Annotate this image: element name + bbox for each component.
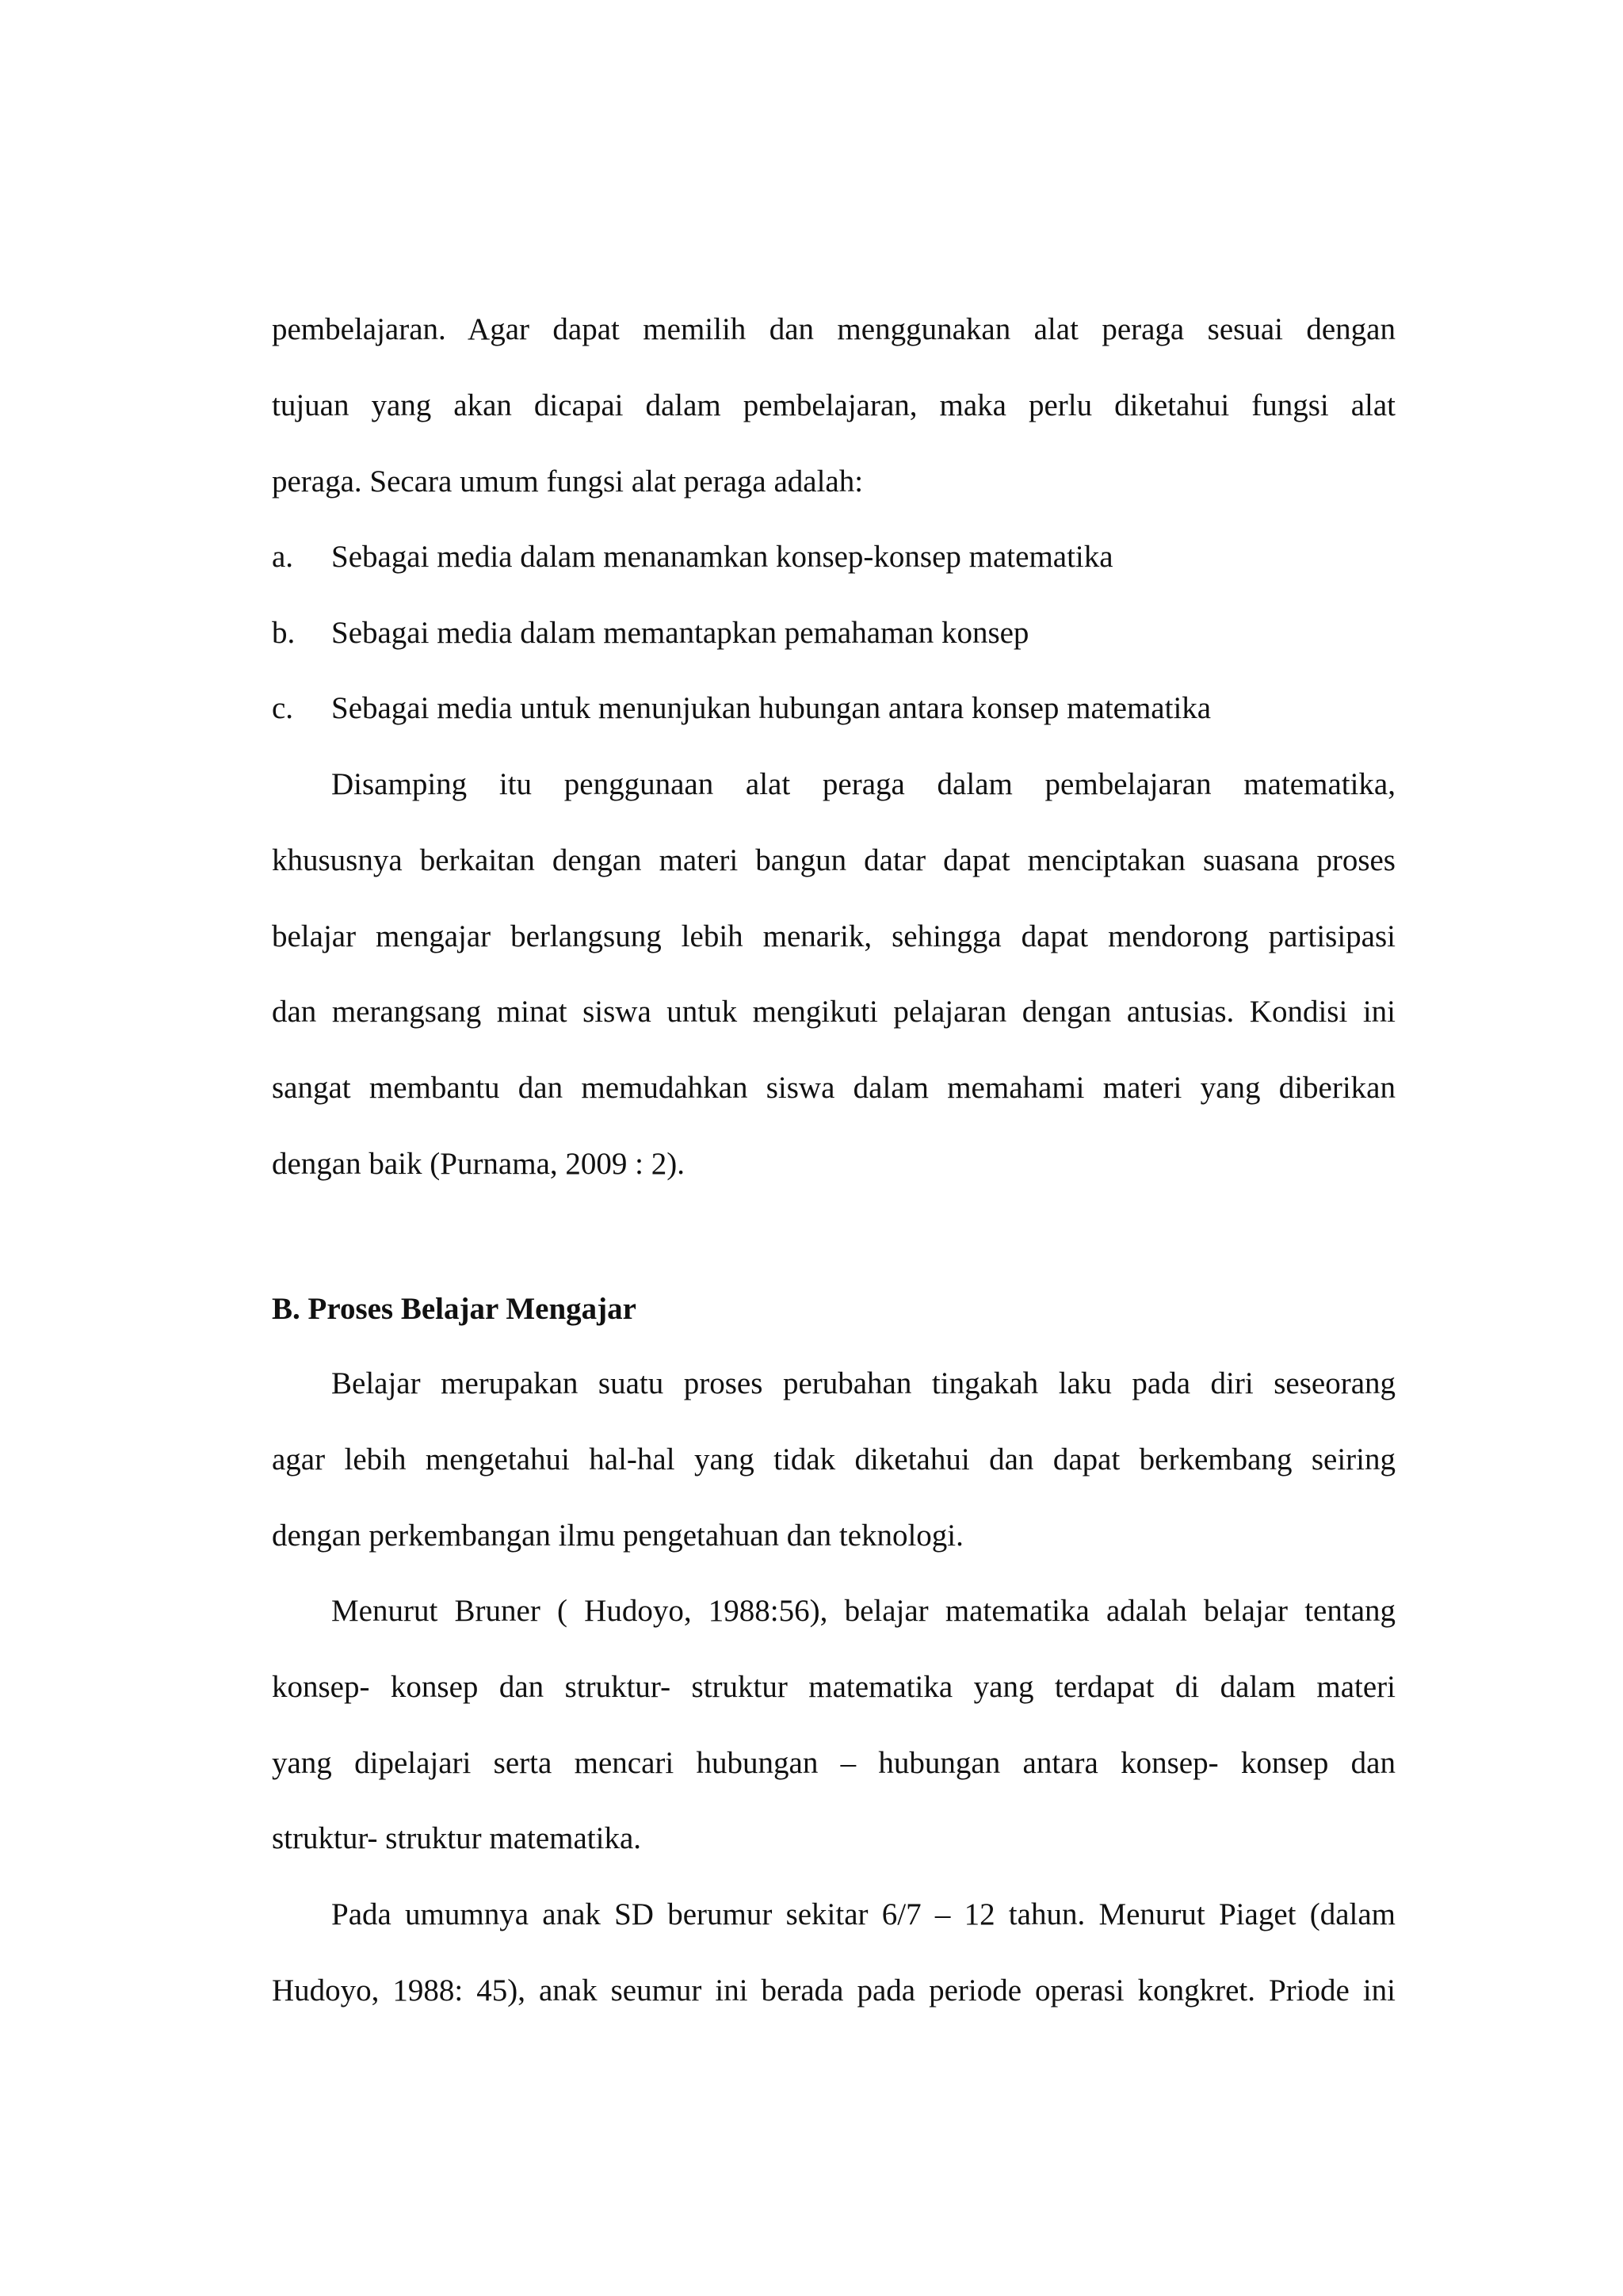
list-item-c-text: Sebagai media untuk menunjukan hubungan antara konsep matematika bbox=[331, 691, 1212, 725]
paragraph-5-line-1: Pada umumnya anak SD berumur sekitar 6/7 – 12 tahun. Menurut Piaget (dalam bbox=[331, 1897, 1396, 1931]
paragraph-4-line-2: konsep- konsep dan struktur- struktur matematika yang terdapat di dalam materi bbox=[272, 1670, 1396, 1704]
paragraph-1-line-1: pembelajaran. Agar dapat memilih dan menggunakan alat peraga sesuai dengan bbox=[272, 312, 1396, 346]
paragraph-3-line-2: agar lebih mengetahui hal-hal yang tidak diketahui dan dapat berkembang seiring bbox=[272, 1442, 1396, 1477]
paragraph-2-line-2: khususnya berkaitan dengan materi bangun datar dapat menciptakan suasana proses bbox=[272, 843, 1396, 877]
paragraph-4-line-1: Menurut Bruner ( Hudoyo, 1988:56), belajar matematika adalah belajar tentang bbox=[331, 1594, 1396, 1628]
section-b-heading: B. Proses Belajar Mengajar bbox=[272, 1292, 636, 1326]
paragraph-2-line-4: dan merangsang minat siswa untuk mengikuti pelajaran dengan antusias. Kondisi ini bbox=[272, 995, 1396, 1029]
paragraph-5-line-2: Hudoyo, 1988: 45), anak seumur ini berada pada periode operasi kongkret. Priode ini bbox=[272, 1973, 1396, 2008]
paragraph-2-line-6: dengan baik (Purnama, 2009 : 2). bbox=[272, 1147, 685, 1181]
list-item-a-marker: a. bbox=[272, 540, 294, 574]
list-item-b-marker: b. bbox=[272, 616, 296, 650]
paragraph-1-line-2: tujuan yang akan dicapai dalam pembelajaran, maka perlu diketahui fungsi alat bbox=[272, 388, 1396, 422]
paragraph-4-line-4: struktur- struktur matematika. bbox=[272, 1821, 642, 1855]
paragraph-1-line-3: peraga. Secara umum fungsi alat peraga adalah: bbox=[272, 464, 864, 499]
paragraph-3-line-1: Belajar merupakan suatu proses perubahan tingakah laku pada diri seseorang bbox=[331, 1366, 1396, 1400]
paragraph-2-line-5: sangat membantu dan memudahkan siswa dalam memahami materi yang diberikan bbox=[272, 1071, 1396, 1105]
paragraph-3-line-3: dengan perkembangan ilmu pengetahuan dan teknologi. bbox=[272, 1519, 964, 1553]
paragraph-4-line-3: yang dipelajari serta mencari hubungan – hubungan antara konsep- konsep dan bbox=[272, 1746, 1396, 1780]
list-item-c-marker: c. bbox=[272, 691, 294, 725]
list-item-b-text: Sebagai media dalam memantapkan pemahaman konsep bbox=[331, 616, 1029, 650]
paragraph-2-line-1: Disamping itu penggunaan alat peraga dalam pembelajaran matematika, bbox=[331, 767, 1396, 801]
list-item-a-text: Sebagai media dalam menanamkan konsep-konsep matematika bbox=[331, 540, 1113, 574]
paragraph-2-line-3: belajar mengajar berlangsung lebih menarik, sehingga dapat mendorong partisipasi bbox=[272, 919, 1396, 953]
